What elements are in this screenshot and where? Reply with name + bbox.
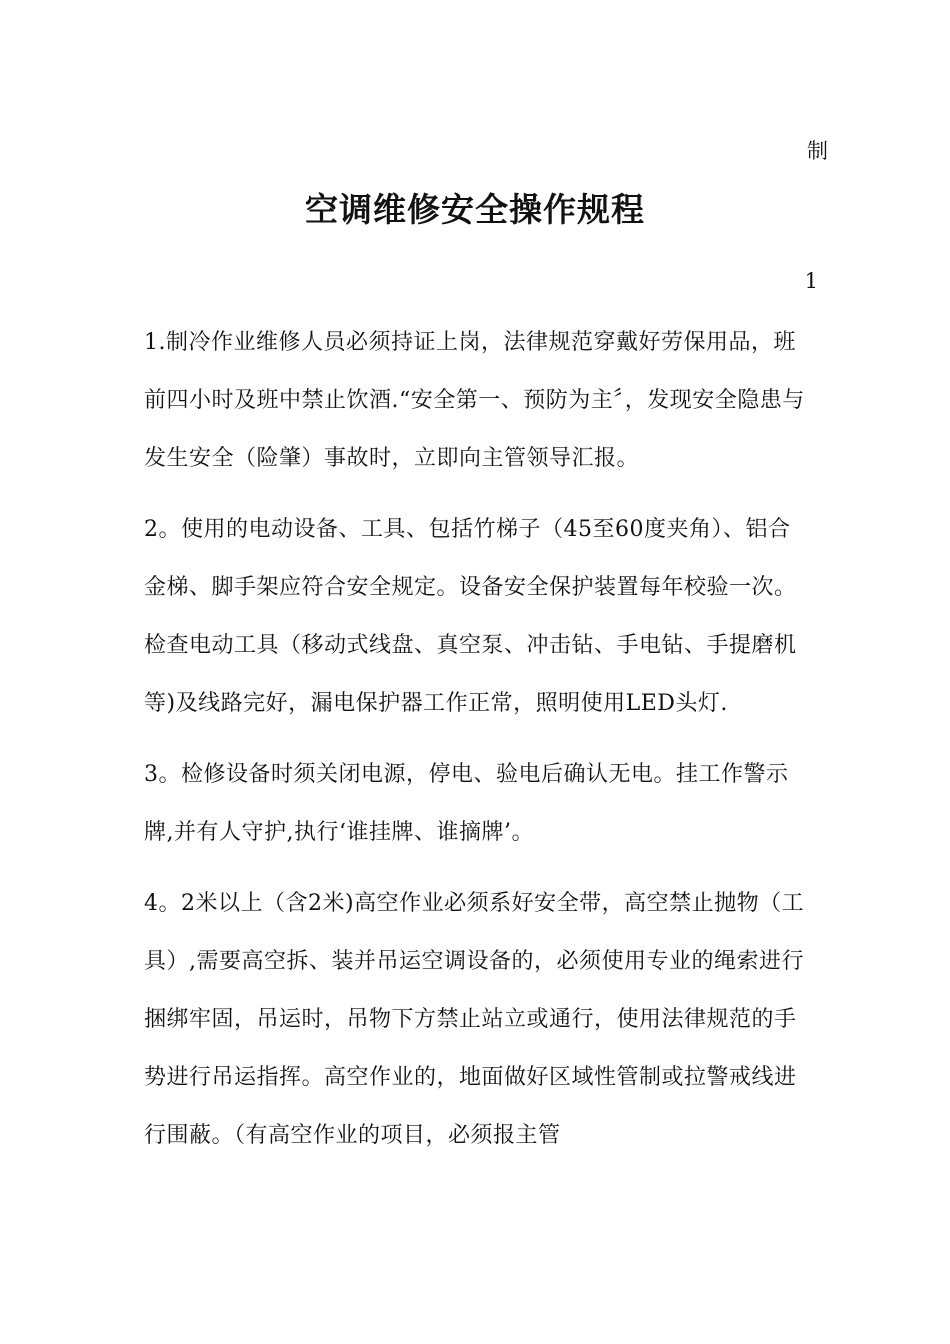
paragraph-3: 3。检修设备时须关闭电源，停电、验电后确认无电。挂工作警示牌,并有人守护,执行‘谁挂牌、谁摘牌’。 [144, 762, 789, 845]
paragraph-1: 1.制冷作业维修人员必须持证上岗，法律规范穿戴好劳保用品，班前四小时及班中禁止饮酒.“安全第一、预防为主〞，发现安全隐患与发生安全（险肇）事故时，立即向主管领导汇报。 [144, 330, 805, 471]
header-corner-text: 制 [807, 139, 828, 163]
document-title: 空调维修安全操作规程 [305, 190, 645, 229]
paragraph-4: 4。2米以上（含2米)高空作业必须系好安全带，高空禁止抛物（工具）,需要高空拆、装并吊运空调设备的，必须使用专业的绳索进行捆绑牢固，吊运时，吊物下方禁止站立或通行，使用法律规范的手势进行吊运指挥。高空作业的，地面做好区域性管制或拉警戒线进行围蔽。（有高空作业的项目，必须报主管 [144, 891, 805, 1148]
paragraph-2: 2。使用的电动设备、工具、包括竹梯子（45至60度夹角）、铝合金梯、脚手架应符合安全规定。设备安全保护装置每年校验一次。检查电动工具（移动式线盘、真空泵、冲击钻、手电钻、手提磨机等)及线路完好，漏电保护器工作正常，照明使用LED头灯. [144, 517, 797, 716]
document-body [144, 314, 812, 1178]
page-number: 1 [804, 269, 818, 293]
